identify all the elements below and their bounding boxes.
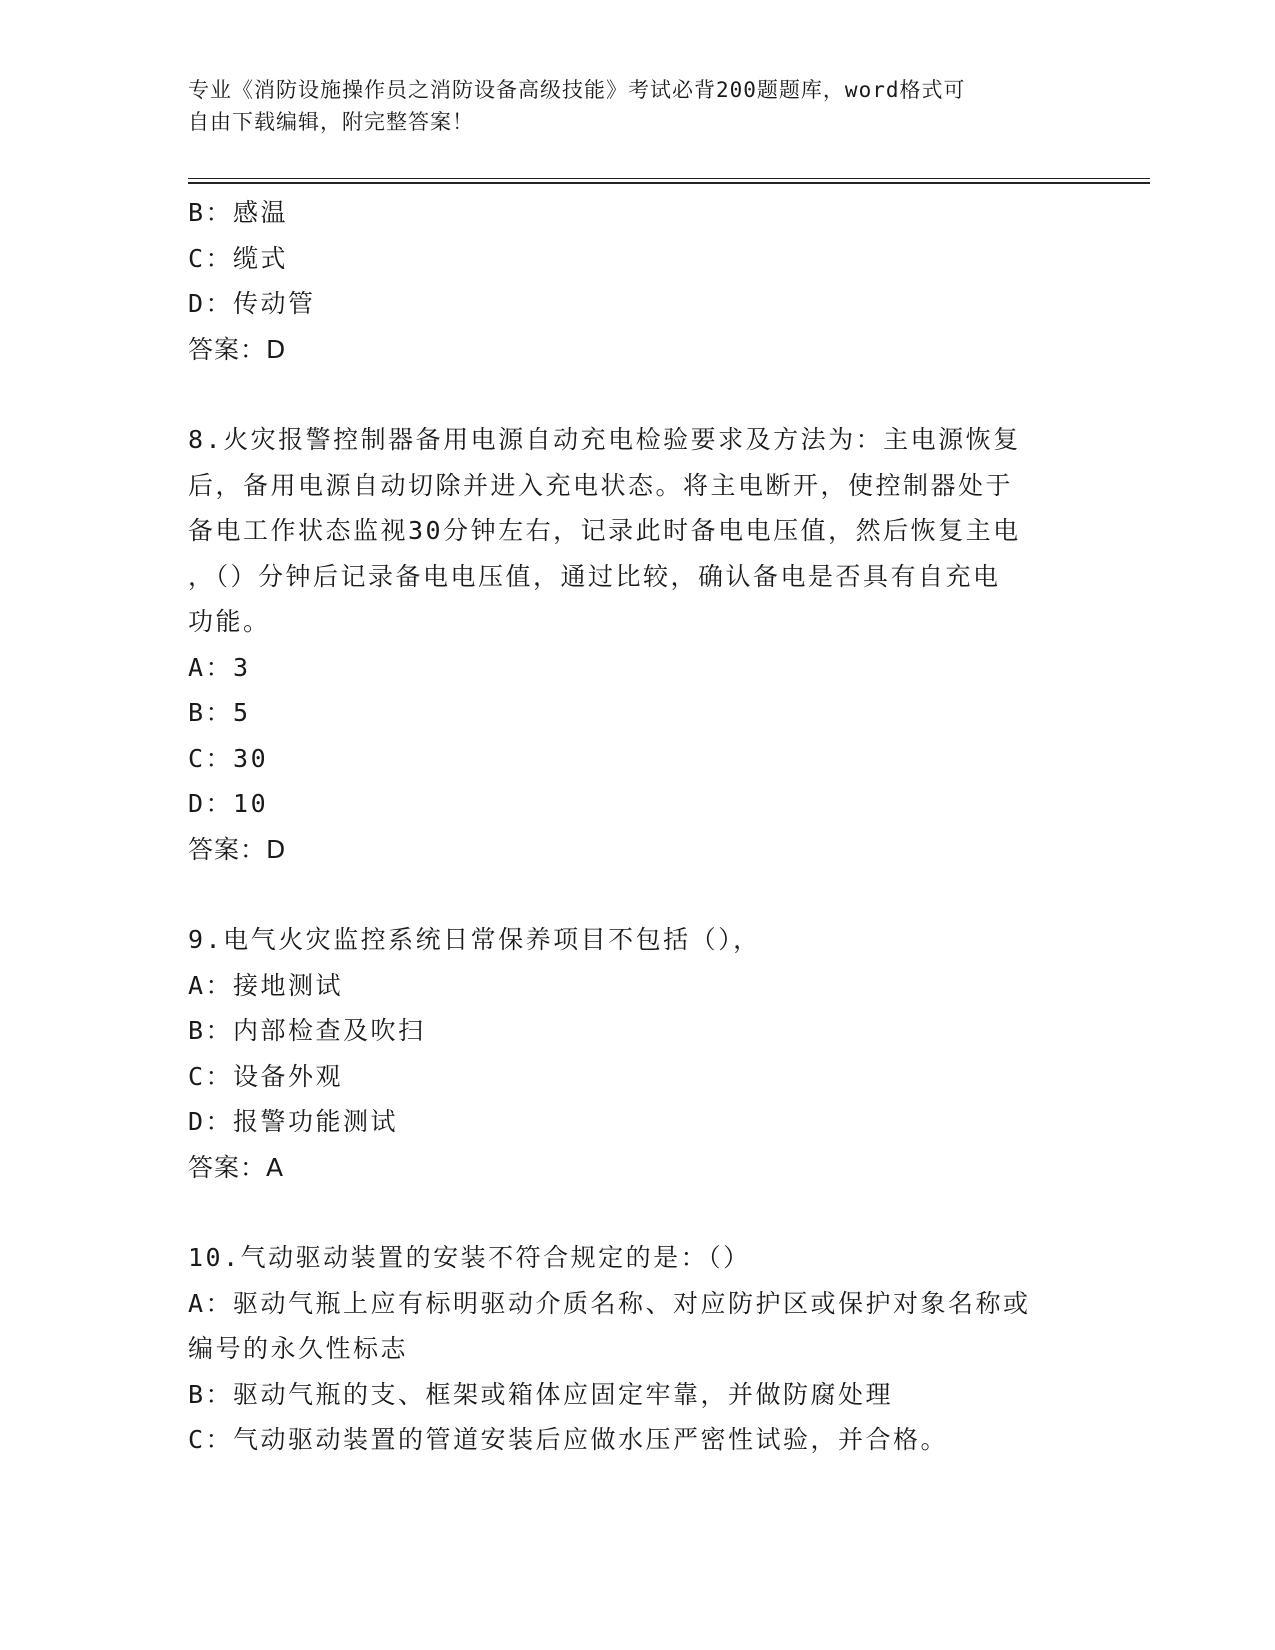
option-a-continued: 编号的永久性标志 xyxy=(188,1334,409,1363)
document-header xyxy=(188,74,1068,138)
answer-line: 答案：D xyxy=(188,334,287,364)
spacer xyxy=(188,372,1078,417)
question-text: 8.火灾报警控制器备用电源自动充电检验要求及方法为：主电源恢复 xyxy=(188,425,1021,454)
option-d: D：报警功能测试 xyxy=(188,1107,399,1136)
option-c: C：缆式 xyxy=(188,243,289,273)
question-text: 10.气动驱动装置的安装不符合规定的是：（） xyxy=(188,1243,751,1272)
question-text: 备电工作状态监视30分钟左右，记录此时备电电压值，然后恢复主电 xyxy=(188,516,1021,545)
option-d: D：10 xyxy=(188,789,269,818)
option-a: A：驱动气瓶上应有标明驱动介质名称、对应防护区或保护对象名称或 xyxy=(188,1288,1031,1318)
option-c: C：设备外观 xyxy=(188,1061,344,1091)
header-divider xyxy=(188,178,1150,179)
spacer xyxy=(188,872,1078,917)
option-b: B：感温 xyxy=(188,198,289,227)
question-block xyxy=(188,1235,1078,1463)
option-b: B：内部检查及吹扫 xyxy=(188,1016,426,1045)
option-d: D：传动管 xyxy=(188,289,316,318)
option-c: C：30 xyxy=(188,743,269,773)
header-line: 自由下载编辑，附完整答案！ xyxy=(188,110,474,134)
header-line: 专业《消防设施操作员之消防设备高级技能》考试必背200题题库，word格式可 xyxy=(188,78,966,102)
option-c: C：气动驱动装置的管道安装后应做水压严密性试验，并合格。 xyxy=(188,1425,949,1454)
option-b: B：5 xyxy=(188,698,251,727)
answer-line: 答案：A xyxy=(188,1152,285,1182)
spacer xyxy=(188,1190,1078,1235)
header-divider xyxy=(188,182,1150,184)
question-list xyxy=(188,190,1078,1463)
question-text: ，（）分钟后记录备电电压值，通过比较，确认备电是否具有自充电 xyxy=(188,561,1001,591)
answer-line: 答案：D xyxy=(188,834,287,864)
option-b: B：驱动气瓶的支、框架或箱体应固定牢靠，并做防腐处理 xyxy=(188,1379,894,1409)
question-block xyxy=(188,190,1078,372)
option-a: A：接地测试 xyxy=(188,970,344,1000)
question-text: 后，备用电源自动切除并进入充电状态。将主电断开，使控制器处于 xyxy=(188,470,1014,500)
question-block xyxy=(188,917,1078,1190)
question-block xyxy=(188,417,1078,872)
question-text: 功能。 xyxy=(188,607,271,636)
question-text: 9.电气火灾监控系统日常保养项目不包括（）， xyxy=(188,925,761,954)
option-a: A：3 xyxy=(188,652,251,682)
